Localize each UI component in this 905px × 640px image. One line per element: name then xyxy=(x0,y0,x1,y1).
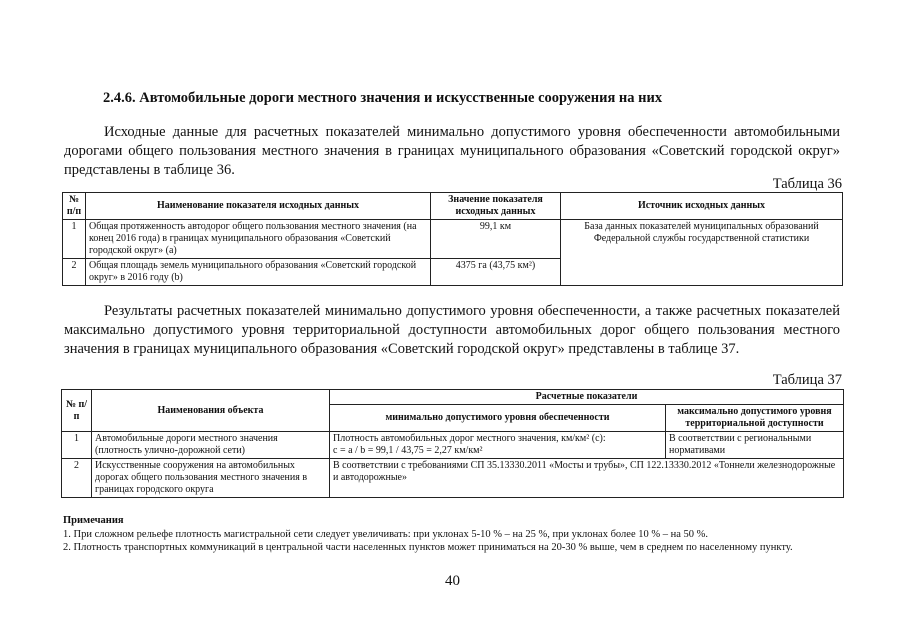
row-number: 2 xyxy=(62,459,92,498)
row-number: 1 xyxy=(62,432,92,459)
max-level-cell: В соответствии с региональными нормативами xyxy=(666,432,844,459)
column-header: № п/п xyxy=(63,193,86,220)
table-36 xyxy=(62,192,843,286)
page-number: 40 xyxy=(445,573,460,589)
requirements-cell: В соответствии с требованиями СП 35.13330.2011 «Мосты и трубы», СП 122.13330.2012 «Тоннели железнодорожные и автодорожные» xyxy=(330,459,844,498)
object-name: Искусственные сооружения на автомобильных дорогах общего пользования местного значения в границах городского округа xyxy=(92,459,330,498)
indicator-value: 4375 га (43,75 км²) xyxy=(431,259,561,286)
note-item: 1. При сложном рельефе плотность магистральной сети следует увеличивать: при уклонах 5-10 % – на 25 %, при уклонах более 10 % – на 50 %. xyxy=(63,528,709,540)
table-37-caption: Таблица 37 xyxy=(772,372,842,388)
row-number: 2 xyxy=(63,259,86,286)
indicator-name: Общая площадь земель муниципального образования «Советский городской округ» в 2016 году (b) xyxy=(86,259,431,286)
table-row xyxy=(62,432,844,459)
table-36-caption: Таблица 36 xyxy=(772,176,842,192)
intro-paragraph: Исходные данные для расчетных показателей минимально допустимого уровня обеспеченности автомобильными дорогами общего пользования местного значения в границах муниципального образования «Советский городской округ» представлены в таблице 36. xyxy=(64,124,840,178)
table-header-row xyxy=(63,193,843,220)
indicator-value: 99,1 км xyxy=(431,220,561,259)
section-heading: 2.4.6. Автомобильные дороги местного значения и искусственные сооружения на них xyxy=(103,90,663,106)
density-formula: c = a / b = 99,1 / 43,75 = 2,27 км/км² xyxy=(333,445,483,456)
group-header: Расчетные показатели xyxy=(330,390,844,405)
column-header: минимально допустимого уровня обеспеченности xyxy=(330,405,666,432)
indicator-name: Общая протяженность автодорог общего пользования местного значения (на конец 2016 года) в границах муниципального образования «Советский городской округ» (a) xyxy=(86,220,431,259)
table-row xyxy=(62,459,844,498)
min-level-cell xyxy=(330,432,666,459)
column-header: № п/п xyxy=(62,390,92,432)
row-number: 1 xyxy=(63,220,86,259)
table-37 xyxy=(61,389,844,498)
table-row xyxy=(63,220,843,259)
column-header: Наименование показателя исходных данных xyxy=(86,193,431,220)
notes-block xyxy=(63,514,841,555)
column-header: Источник исходных данных xyxy=(561,193,843,220)
column-header: Наименования объекта xyxy=(92,390,330,432)
note-item: 2. Плотность транспортных коммуникаций в центральной части населенных пунктов может приниматься на 20-30 % выше, чем в среднем по населенному пункту. xyxy=(63,542,793,553)
results-paragraph: Результаты расчетных показателей минимально допустимого уровня обеспеченности, а также расчетных показателей максимально допустимого уровня территориальной доступности автомобильных дорог общего пользования местного значения в границах муниципального образования «Советский городской округ» представлены в таблице 37. xyxy=(64,303,840,357)
column-header: максимально допустимого уровня территориальной доступности xyxy=(666,405,844,432)
density-definition: Плотность автомобильных дорог местного значения, км/км² (c): xyxy=(333,433,606,444)
object-name: Автомобильные дороги местного значения (плотность улично-дорожной сети) xyxy=(92,432,330,459)
table-header-row xyxy=(62,390,844,405)
notes-title: Примечания xyxy=(63,515,124,526)
data-source: База данных показателей муниципальных образований Федеральной службы государственной статистики xyxy=(561,220,843,286)
column-header: Значение показателя исходных данных xyxy=(431,193,561,220)
